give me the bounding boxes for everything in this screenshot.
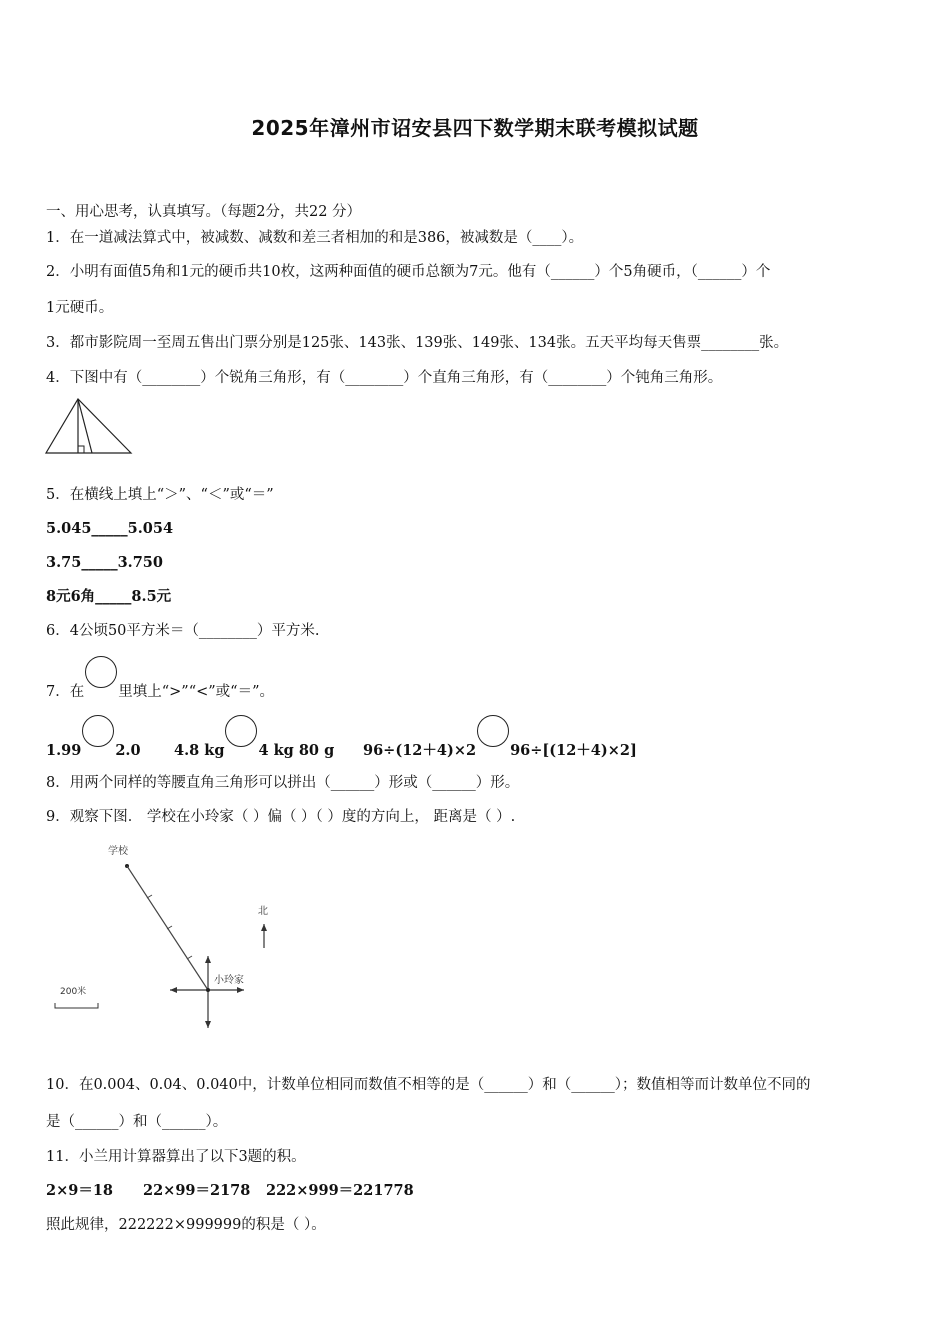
question-11-ask: 照此规律，222222×999999的积是（ ）。 (46, 1217, 326, 1233)
section-heading: 一、用心思考，认真填写。（每题2分，共22 分） (46, 204, 362, 220)
compare-c-left: 96÷(12＋4)×2 (363, 742, 477, 759)
question-11: 11．小兰用计算器算出了以下3题的积。 (46, 1149, 306, 1165)
page-title: 2025年漳州市诏安县四下数学期末联考模拟试题 (251, 116, 699, 140)
question-7-suffix: 里填上“>”“<”或“＝”。 (118, 684, 275, 700)
question-7-b (174, 727, 334, 761)
direction-map (46, 838, 286, 1038)
question-2-line1: 2．小明有面值5角和1元的硬币共10枚，这两种面值的硬币总额为7元。他有（______）个5角硬币，（______）个 (46, 264, 771, 280)
question-2-line2: 1元硬币。 (46, 300, 114, 316)
compare-circle (85, 656, 117, 688)
question-10-line2: 是（______）和（______）。 (46, 1114, 228, 1130)
path-tick-3 (187, 956, 192, 959)
question-5: 5．在横线上填上“＞”、“＜”或“＝” (46, 487, 274, 503)
compare-c-right: 96÷[(12＋4)×2] (510, 742, 637, 759)
compare-c-circle (477, 715, 509, 747)
question-11-eq2: 22×99＝2178 (143, 1182, 251, 1199)
question-7-c (363, 727, 637, 761)
north-arrow-head (261, 924, 267, 931)
compare-b-right: 4 kg 80 g (258, 742, 335, 759)
question-4: 4．下图中有（________）个锐角三角形，有（________）个直角三角形，有（________）个钝角三角形。 (46, 370, 723, 386)
question-11-eq3: 222×999＝221778 (266, 1182, 414, 1199)
right-angle-mark (78, 446, 84, 453)
home-point (206, 988, 210, 992)
question-7 (46, 668, 274, 702)
outer-triangle (46, 399, 131, 453)
question-1: 1．在一道减法算式中，被减数、减数和差三者相加的和是386，被减数是（____）。 (46, 230, 584, 246)
compare-a-circle (82, 715, 114, 747)
compare-b-left: 4.8 kg (174, 742, 225, 759)
east-arrowhead (237, 987, 244, 993)
compare-b-circle (225, 715, 257, 747)
inner-segment (78, 399, 92, 453)
question-3: 3．都市影院周一至周五售出门票分别是125张、143张、139张、149张、134张。五天平均每天售票________张。 (46, 335, 789, 351)
question-7-a (46, 727, 141, 761)
question-9: 9．观察下图． 学校在小玲家（ ）偏（ ）（ ）度的方向上， 距离是（ ）. (46, 809, 516, 825)
north-label: 北 (258, 906, 268, 917)
south-arrowhead (205, 1021, 211, 1028)
question-5-b: 3.75_____3.750 (46, 554, 163, 571)
compare-a-left: 1.99 (46, 742, 82, 759)
question-8: 8．用两个同样的等腰直角三角形可以拼出（______）形或（______）形。 (46, 775, 520, 791)
path-tick-1 (147, 895, 152, 898)
triangle-figure (44, 396, 134, 458)
question-11-eq1: 2×9＝18 (46, 1182, 114, 1199)
north-arrowhead (205, 956, 211, 963)
question-6: 6．4公顷50平方米＝（________）平方米. (46, 623, 320, 639)
home-label: 小玲家 (214, 975, 244, 986)
question-5-a: 5.045_____5.054 (46, 520, 174, 537)
question-10-line1: 10．在0.004、0.04、0.040中，计数单位相同而数值不相等的是（______）和（______）；数值相等而计数单位不同的 (46, 1077, 811, 1093)
school-path-line (127, 866, 208, 990)
scale-label: 200米 (60, 987, 87, 997)
school-label: 学校 (108, 846, 128, 857)
west-arrowhead (170, 987, 177, 993)
scale-bar (55, 1003, 98, 1008)
question-7-prefix: 7．在 (46, 684, 85, 700)
compare-a-right: 2.0 (115, 742, 141, 759)
question-5-c: 8元6角_____8.5元 (46, 588, 172, 605)
